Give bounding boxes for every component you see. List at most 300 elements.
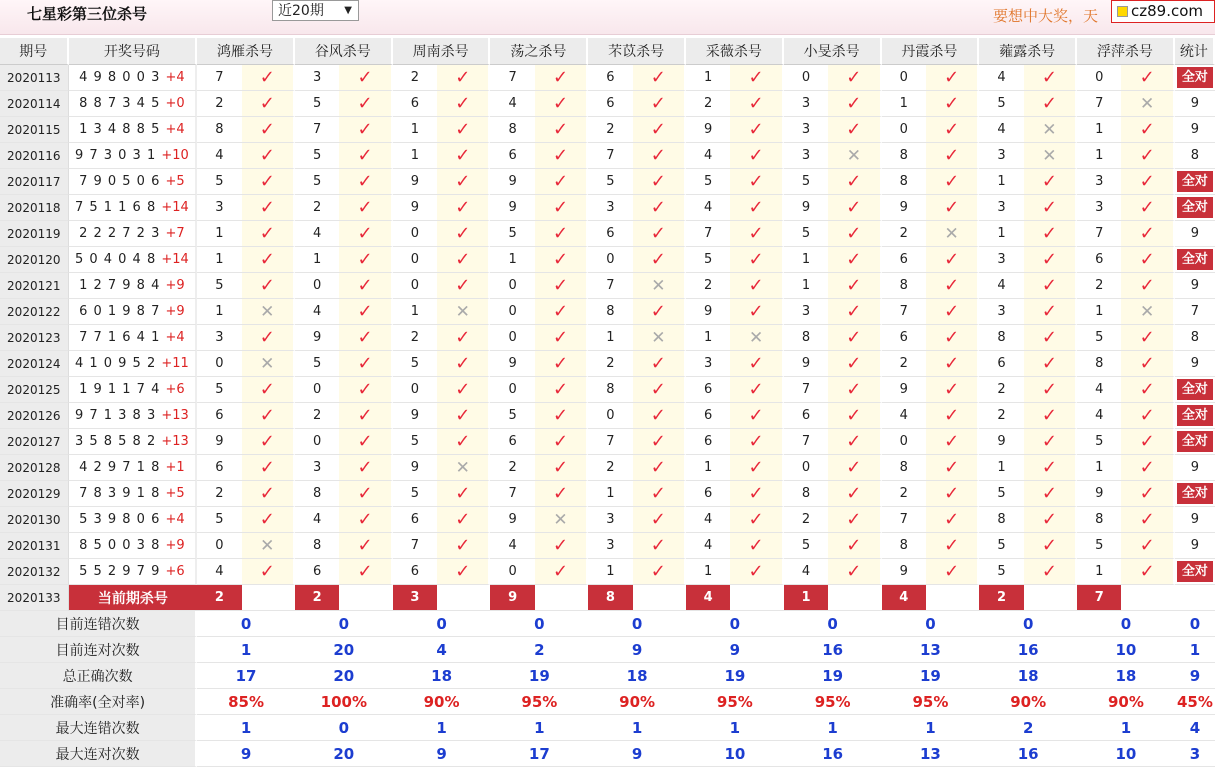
pick-number: 2 (393, 325, 437, 351)
check-icon: ✓ (944, 171, 960, 192)
current-pick-number: 2 (979, 585, 1023, 611)
check-icon: ✓ (455, 353, 471, 374)
draw-numbers: 6 0 1 9 8 7 (79, 304, 166, 319)
pick-number: 3 (979, 299, 1023, 325)
site-logo[interactable] (1111, 0, 1215, 23)
col-header-expert[interactable]: 采薇杀号 (686, 38, 784, 65)
period-select[interactable] (272, 0, 359, 21)
pick-number: 3 (686, 351, 730, 377)
summary-value: 10 (1077, 637, 1175, 663)
check-icon: ✓ (357, 275, 373, 296)
pick-number: 3 (979, 143, 1023, 169)
check-icon: ✓ (748, 223, 764, 244)
all-correct-badge: 全对 (1177, 171, 1213, 192)
hit-mark-cell (437, 507, 490, 533)
pick-number: 5 (295, 91, 339, 117)
current-pick-number: 7 (1077, 585, 1121, 611)
check-icon: ✓ (357, 249, 373, 270)
issue-cell: 2020130 (0, 507, 69, 533)
pick-number: 5 (295, 143, 339, 169)
hit-mark-cell (633, 403, 686, 429)
draw-cell (69, 481, 198, 507)
hit-mark-cell (828, 117, 881, 143)
pick-number: 2 (882, 221, 926, 247)
draw-cell (69, 247, 198, 273)
page-title: 七星彩第三位杀号 (27, 5, 148, 23)
pick-number: 5 (979, 533, 1023, 559)
draw-cell (69, 117, 198, 143)
pick-number: 1 (490, 247, 534, 273)
col-header-stat: 统计 (1175, 38, 1215, 65)
issue-cell: 2020117 (0, 169, 69, 195)
check-icon: ✓ (455, 197, 471, 218)
pick-number: 5 (295, 351, 339, 377)
promo-text[interactable]: 要想中大奖，天 (993, 7, 1099, 25)
hit-mark-cell (1024, 377, 1077, 403)
hit-mark-cell (1121, 507, 1174, 533)
cross-icon: ✕ (260, 301, 275, 322)
hit-mark-cell (339, 65, 392, 91)
draw-numbers: 9 7 1 3 8 3 (74, 408, 162, 423)
summary-value: 1 (197, 637, 295, 663)
pick-number: 4 (979, 273, 1023, 299)
current-pick-blank (926, 585, 979, 611)
hit-mark-cell (437, 377, 490, 403)
pick-number: 1 (979, 455, 1023, 481)
hit-mark-cell (1121, 429, 1174, 455)
check-icon: ✓ (944, 119, 960, 140)
hit-mark-cell (1121, 299, 1174, 325)
pick-number: 5 (686, 169, 730, 195)
hit-mark-cell (535, 65, 588, 91)
pick-number: 3 (1077, 169, 1121, 195)
check-icon: ✓ (357, 223, 373, 244)
pick-number: 1 (588, 559, 632, 585)
draw-cell (69, 455, 198, 481)
issue-cell: 2020114 (0, 91, 69, 117)
hit-mark-cell (1024, 299, 1077, 325)
hit-mark-cell (437, 273, 490, 299)
hit-mark-cell (339, 533, 392, 559)
draw-cell (69, 169, 198, 195)
pick-number: 5 (979, 91, 1023, 117)
issue-cell: 2020113 (0, 65, 69, 91)
hit-mark-cell (339, 377, 392, 403)
hit-mark-cell (633, 169, 686, 195)
pick-number: 2 (784, 507, 828, 533)
pick-number: 1 (979, 221, 1023, 247)
table-row (0, 455, 1215, 481)
summary-value: 1 (784, 715, 882, 741)
hit-mark-cell (926, 195, 979, 221)
check-icon: ✓ (944, 405, 960, 426)
pick-number: 4 (979, 117, 1023, 143)
check-icon: ✓ (1139, 275, 1155, 296)
hit-mark-cell (1024, 533, 1077, 559)
check-icon: ✓ (357, 431, 373, 452)
hit-mark-cell (535, 325, 588, 351)
header-row (0, 38, 1215, 65)
hit-mark-cell (437, 429, 490, 455)
col-header-expert[interactable]: 蕹露杀号 (979, 38, 1077, 65)
check-icon: ✓ (846, 561, 862, 582)
draw-numbers: 9 7 3 0 3 1 (74, 148, 162, 163)
check-icon: ✓ (357, 145, 373, 166)
pick-number: 9 (490, 507, 534, 533)
draw-sum: +9 (165, 538, 185, 553)
check-icon: ✓ (846, 509, 862, 530)
check-icon: ✓ (1139, 223, 1155, 244)
col-header-expert[interactable]: 谷风杀号 (295, 38, 393, 65)
stat-cell: 9 (1175, 533, 1215, 559)
pick-number: 1 (686, 559, 730, 585)
all-correct-badge: 全对 (1177, 379, 1213, 400)
hit-mark-cell (339, 351, 392, 377)
pick-number: 8 (588, 299, 632, 325)
stat-cell (1175, 481, 1215, 507)
check-icon: ✓ (553, 405, 569, 426)
draw-sum: +5 (165, 486, 185, 501)
stat-cell: 9 (1175, 351, 1215, 377)
hit-mark-cell (242, 195, 295, 221)
check-icon: ✓ (357, 405, 373, 426)
hit-mark-cell (1024, 117, 1077, 143)
table-row (0, 65, 1215, 91)
hit-mark-cell (926, 169, 979, 195)
check-icon: ✓ (1139, 431, 1155, 452)
check-icon: ✓ (1041, 93, 1057, 114)
pick-number: 5 (1077, 429, 1121, 455)
summary-value: 95% (490, 689, 588, 715)
hit-mark-cell (633, 273, 686, 299)
hit-mark-cell (730, 247, 783, 273)
pick-number: 6 (490, 143, 534, 169)
stat-cell: 7 (1175, 299, 1215, 325)
check-icon: ✓ (259, 275, 275, 296)
draw-sum: +13 (161, 434, 189, 449)
summary-value: 4 (393, 637, 491, 663)
summary-label: 目前连对次数 (0, 637, 197, 663)
pick-number: 0 (588, 247, 632, 273)
hit-mark-cell (339, 481, 392, 507)
col-header-expert[interactable]: 荡之杀号 (490, 38, 588, 65)
check-icon: ✓ (553, 145, 569, 166)
check-icon: ✓ (553, 223, 569, 244)
hit-mark-cell (437, 299, 490, 325)
summary-value: 16 (979, 741, 1077, 767)
draw-sum: +9 (165, 304, 185, 319)
table-row (0, 377, 1215, 403)
pick-number: 6 (784, 403, 828, 429)
check-icon: ✓ (748, 301, 764, 322)
pick-number: 5 (295, 169, 339, 195)
check-icon: ✓ (357, 353, 373, 374)
check-icon: ✓ (1139, 561, 1155, 582)
pick-number: 2 (588, 455, 632, 481)
check-icon: ✓ (1041, 275, 1057, 296)
pick-number: 9 (882, 377, 926, 403)
current-issue-cell: 2020133 (0, 585, 69, 611)
check-icon: ✓ (650, 67, 666, 88)
stat-cell: 8 (1175, 325, 1215, 351)
col-header-expert[interactable]: 丹霞杀号 (882, 38, 980, 65)
hit-mark-cell (1024, 247, 1077, 273)
check-icon: ✓ (1041, 379, 1057, 400)
all-correct-badge: 全对 (1177, 431, 1213, 452)
pick-number: 4 (686, 195, 730, 221)
pick-number: 0 (882, 65, 926, 91)
summary-stat-value: 3 (1175, 741, 1215, 767)
check-icon: ✓ (748, 249, 764, 270)
check-icon: ✓ (650, 431, 666, 452)
hit-mark-cell (633, 455, 686, 481)
pick-number: 5 (490, 221, 534, 247)
stat-cell (1175, 403, 1215, 429)
summary-label: 总正确次数 (0, 663, 197, 689)
check-icon: ✓ (944, 509, 960, 530)
hit-mark-cell (437, 559, 490, 585)
hit-mark-cell (437, 143, 490, 169)
draw-sum: +14 (161, 252, 189, 267)
hit-mark-cell (828, 429, 881, 455)
check-icon: ✓ (846, 535, 862, 556)
draw-cell (69, 403, 198, 429)
check-icon: ✓ (455, 119, 471, 140)
pick-number: 3 (784, 117, 828, 143)
draw-sum: +6 (165, 382, 185, 397)
pick-number: 2 (588, 351, 632, 377)
check-icon: ✓ (748, 509, 764, 530)
summary-value: 1 (588, 715, 686, 741)
pick-number: 6 (295, 559, 339, 585)
check-icon: ✓ (553, 171, 569, 192)
summary-value: 16 (979, 637, 1077, 663)
col-header-expert[interactable]: 鸿雁杀号 (197, 38, 295, 65)
pick-number: 1 (1077, 559, 1121, 585)
pick-number: 6 (490, 429, 534, 455)
pick-number: 4 (295, 299, 339, 325)
hit-mark-cell (730, 403, 783, 429)
pick-number: 1 (197, 247, 241, 273)
pick-number: 2 (295, 403, 339, 429)
summary-value: 9 (588, 741, 686, 767)
col-header-expert[interactable]: 芣苡杀号 (588, 38, 686, 65)
summary-value: 18 (588, 663, 686, 689)
check-icon: ✓ (748, 379, 764, 400)
check-icon: ✓ (846, 171, 862, 192)
pick-number: 0 (490, 325, 534, 351)
check-icon: ✓ (944, 327, 960, 348)
hit-mark-cell (633, 65, 686, 91)
pick-number: 3 (197, 195, 241, 221)
pick-number: 2 (588, 117, 632, 143)
pick-number: 2 (979, 377, 1023, 403)
summary-row (0, 637, 1215, 663)
pick-number: 1 (588, 481, 632, 507)
col-header-expert[interactable]: 周南杀号 (393, 38, 491, 65)
hit-mark-cell (633, 507, 686, 533)
check-icon: ✓ (1041, 509, 1057, 530)
hit-mark-cell (730, 221, 783, 247)
summary-value: 0 (784, 611, 882, 637)
check-icon: ✓ (846, 379, 862, 400)
check-icon: ✓ (944, 67, 960, 88)
check-icon: ✓ (748, 431, 764, 452)
hit-mark-cell (339, 403, 392, 429)
hit-mark-cell (1121, 273, 1174, 299)
check-icon: ✓ (944, 431, 960, 452)
hit-mark-cell (242, 169, 295, 195)
check-icon: ✓ (1041, 67, 1057, 88)
check-icon: ✓ (357, 483, 373, 504)
check-icon: ✓ (846, 223, 862, 244)
pick-number: 6 (686, 377, 730, 403)
hit-mark-cell (242, 455, 295, 481)
pick-number: 9 (490, 351, 534, 377)
hit-mark-cell (1121, 351, 1174, 377)
cross-icon: ✕ (651, 275, 666, 296)
all-correct-badge: 全对 (1177, 405, 1213, 426)
hit-mark-cell (828, 325, 881, 351)
draw-sum: +1 (165, 460, 185, 475)
table-row (0, 117, 1215, 143)
check-icon: ✓ (455, 535, 471, 556)
hit-mark-cell (926, 299, 979, 325)
col-header-expert[interactable]: 浮萍杀号 (1077, 38, 1175, 65)
check-icon: ✓ (944, 483, 960, 504)
draw-sum: +6 (165, 564, 185, 579)
pick-number: 8 (979, 507, 1023, 533)
check-icon: ✓ (259, 93, 275, 114)
draw-numbers: 7 5 1 1 6 8 (74, 200, 162, 215)
hit-mark-cell (730, 195, 783, 221)
hit-mark-cell (339, 195, 392, 221)
check-icon: ✓ (1139, 145, 1155, 166)
stat-cell (1175, 559, 1215, 585)
check-icon: ✓ (650, 93, 666, 114)
pick-number: 0 (197, 351, 241, 377)
pick-number: 9 (295, 325, 339, 351)
hit-mark-cell (535, 533, 588, 559)
summary-value: 18 (979, 663, 1077, 689)
current-pick-number: 2 (295, 585, 339, 611)
pick-number: 6 (1077, 247, 1121, 273)
pick-number: 2 (979, 403, 1023, 429)
hit-mark-cell (535, 481, 588, 507)
col-header-expert[interactable]: 小旻杀号 (784, 38, 882, 65)
pick-number: 0 (784, 65, 828, 91)
hit-mark-cell (437, 65, 490, 91)
top-bar (0, 0, 1215, 35)
hit-mark-cell (926, 377, 979, 403)
col-header-draw: 开奖号码 (69, 38, 198, 65)
stat-cell (1175, 169, 1215, 195)
cross-icon: ✕ (553, 509, 568, 530)
check-icon: ✓ (944, 457, 960, 478)
hit-mark-cell (926, 351, 979, 377)
summary-value: 9 (588, 637, 686, 663)
draw-numbers: 7 7 1 6 4 1 (79, 330, 166, 345)
hit-mark-cell (1121, 325, 1174, 351)
hit-mark-cell (339, 429, 392, 455)
check-icon: ✓ (944, 353, 960, 374)
hit-mark-cell (828, 377, 881, 403)
check-icon: ✓ (748, 353, 764, 374)
summary-value: 20 (295, 741, 393, 767)
draw-sum: +4 (165, 512, 185, 527)
check-icon: ✓ (846, 405, 862, 426)
pick-number: 5 (784, 533, 828, 559)
pick-number: 8 (1077, 351, 1121, 377)
summary-value: 10 (686, 741, 784, 767)
check-icon: ✓ (846, 327, 862, 348)
hit-mark-cell (242, 273, 295, 299)
issue-cell: 2020119 (0, 221, 69, 247)
summary-row (0, 663, 1215, 689)
hit-mark-cell (730, 377, 783, 403)
pick-number: 9 (393, 195, 437, 221)
hit-mark-cell (828, 143, 881, 169)
check-icon: ✓ (455, 327, 471, 348)
summary-row (0, 715, 1215, 741)
summary-stat-value: 9 (1175, 663, 1215, 689)
check-icon: ✓ (748, 561, 764, 582)
check-icon: ✓ (553, 535, 569, 556)
stat-cell (1175, 247, 1215, 273)
pick-number: 3 (784, 91, 828, 117)
hit-mark-cell (926, 143, 979, 169)
check-icon: ✓ (553, 119, 569, 140)
summary-value: 95% (784, 689, 882, 715)
draw-numbers: 7 8 3 9 1 8 (79, 486, 166, 501)
pick-number: 5 (979, 559, 1023, 585)
draw-sum: +11 (161, 356, 189, 371)
pick-number: 9 (882, 195, 926, 221)
pick-number: 7 (686, 221, 730, 247)
pick-number: 5 (588, 169, 632, 195)
pick-number: 5 (490, 403, 534, 429)
pick-number: 7 (882, 507, 926, 533)
draw-numbers: 1 3 4 8 8 5 (79, 122, 166, 137)
pick-number: 4 (490, 91, 534, 117)
cross-icon: ✕ (651, 327, 666, 348)
pick-number: 4 (784, 559, 828, 585)
hit-mark-cell (828, 351, 881, 377)
pick-number: 1 (686, 325, 730, 351)
issue-cell: 2020124 (0, 351, 69, 377)
current-pick-blank (242, 585, 295, 611)
table-row (0, 559, 1215, 585)
issue-cell: 2020122 (0, 299, 69, 325)
current-pick-blank (339, 585, 392, 611)
hit-mark-cell (828, 169, 881, 195)
pick-number: 0 (490, 299, 534, 325)
all-correct-badge: 全对 (1177, 67, 1213, 88)
pick-number: 7 (1077, 221, 1121, 247)
hit-mark-cell (633, 351, 686, 377)
pick-number: 8 (1077, 507, 1121, 533)
hit-mark-cell (242, 377, 295, 403)
pick-number: 2 (686, 273, 730, 299)
pick-number: 9 (882, 559, 926, 585)
pick-number: 3 (1077, 195, 1121, 221)
hit-mark-cell (926, 273, 979, 299)
issue-cell: 2020121 (0, 273, 69, 299)
hit-mark-cell (1121, 65, 1174, 91)
pick-number: 1 (393, 117, 437, 143)
check-icon: ✓ (357, 561, 373, 582)
check-icon: ✓ (455, 431, 471, 452)
